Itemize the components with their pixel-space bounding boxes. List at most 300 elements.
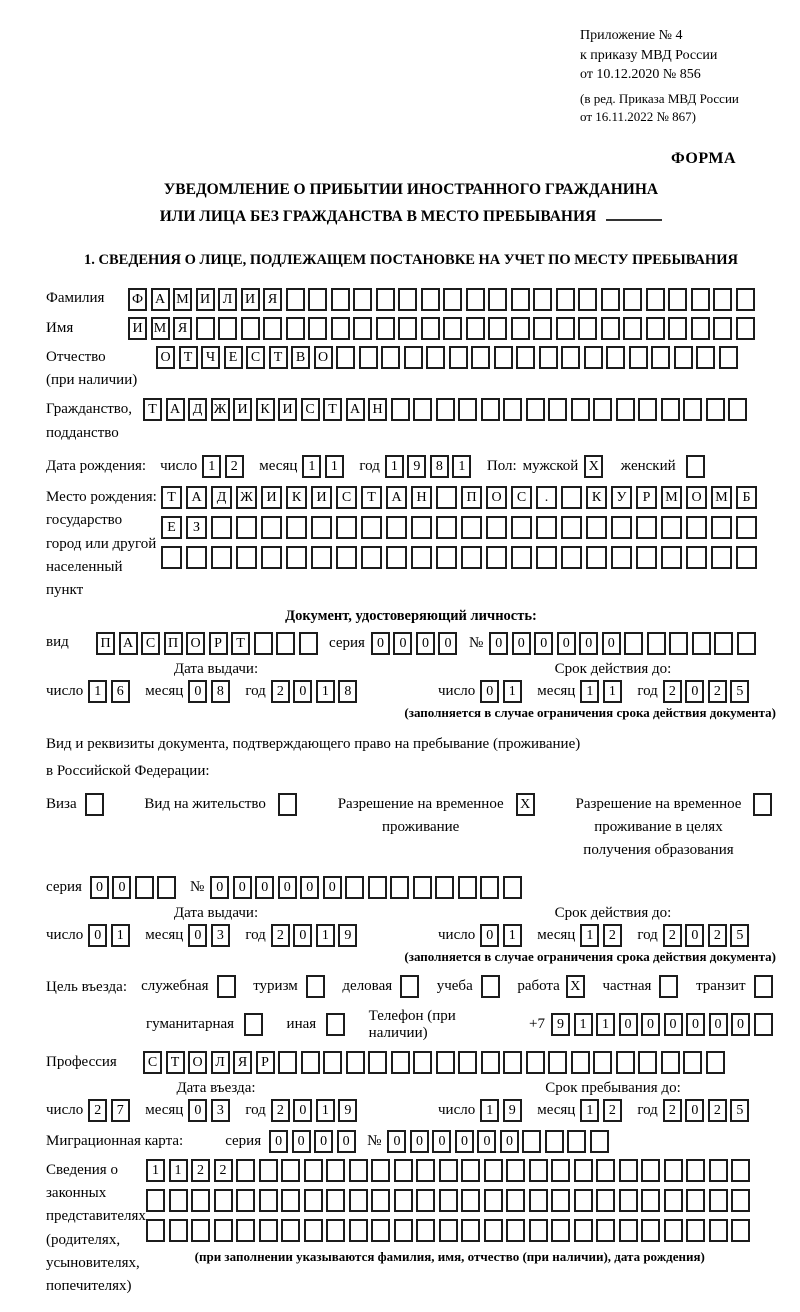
birth-year-cell[interactable]: 8 (430, 455, 449, 478)
patronymic-cell[interactable] (674, 346, 693, 369)
patronymic-cell[interactable]: Е (224, 346, 243, 369)
representatives-cell[interactable] (304, 1189, 323, 1212)
representatives-cell[interactable] (259, 1189, 278, 1212)
identity-valid-day-cell[interactable]: 0 (480, 680, 499, 703)
residence-valid-year-cell[interactable]: 2 (708, 924, 727, 947)
representatives-cell[interactable] (709, 1219, 728, 1242)
doc-type-cell[interactable]: Т (231, 632, 250, 655)
phone-digit-cell[interactable]: 0 (619, 1013, 638, 1036)
entry-year-cell[interactable]: 1 (316, 1099, 335, 1122)
representatives-cell[interactable]: 1 (169, 1159, 188, 1182)
citizenship-cell[interactable]: Т (323, 398, 342, 421)
migration-series-cell[interactable]: 0 (337, 1130, 356, 1153)
entry-month-cell[interactable]: 3 (211, 1099, 230, 1122)
citizenship-cell[interactable] (683, 398, 702, 421)
birth-place-cell[interactable] (736, 546, 757, 569)
birth-place-cell[interactable]: Д (211, 486, 232, 509)
citizenship-cell[interactable]: Т (143, 398, 162, 421)
representatives-cell[interactable] (281, 1219, 300, 1242)
birth-place-cell[interactable]: И (311, 486, 332, 509)
representatives-cell[interactable] (529, 1159, 548, 1182)
identity-issue-day-cell[interactable]: 6 (111, 680, 130, 703)
birth-place-cell[interactable]: . (536, 486, 557, 509)
name-cell[interactable] (556, 317, 575, 340)
representatives-cell[interactable] (394, 1159, 413, 1182)
patronymic-cell[interactable] (516, 346, 535, 369)
birth-place-cell[interactable] (286, 546, 307, 569)
representatives-cell[interactable] (574, 1159, 593, 1182)
birth-place-cell[interactable] (236, 546, 257, 569)
birth-place-cell[interactable]: И (261, 486, 282, 509)
representatives-cell[interactable] (146, 1189, 165, 1212)
representatives-cell[interactable] (259, 1219, 278, 1242)
migration-series-cell[interactable]: 0 (292, 1130, 311, 1153)
birth-month-cell[interactable]: 1 (325, 455, 344, 478)
patronymic-cell[interactable] (696, 346, 715, 369)
residence-number-cell[interactable] (435, 876, 454, 899)
birth-place-cell[interactable] (436, 486, 457, 509)
migration-number-cell[interactable] (545, 1130, 564, 1153)
patronymic-cell[interactable]: О (314, 346, 333, 369)
profession-cell[interactable]: Я (233, 1051, 252, 1074)
patronymic-cell[interactable] (584, 346, 603, 369)
birth-place-cell[interactable] (461, 516, 482, 539)
name-cell[interactable] (691, 317, 710, 340)
doc-type-cell[interactable] (254, 632, 273, 655)
residence-issue-day-cell[interactable]: 1 (111, 924, 130, 947)
birth-place-cell[interactable] (461, 546, 482, 569)
birth-place-cell[interactable]: М (711, 486, 732, 509)
patronymic-cell[interactable] (404, 346, 423, 369)
representatives-cell[interactable] (349, 1159, 368, 1182)
residence-permit-checkbox[interactable] (278, 793, 297, 816)
patronymic-cell[interactable] (651, 346, 670, 369)
representatives-cell[interactable] (281, 1189, 300, 1212)
birth-place-cell[interactable] (336, 546, 357, 569)
birth-place-cell[interactable] (711, 516, 732, 539)
surname-cell[interactable] (331, 288, 350, 311)
birth-place-cell[interactable]: С (336, 486, 357, 509)
birth-place-cell[interactable] (536, 516, 557, 539)
name-cell[interactable]: Я (173, 317, 192, 340)
birth-place-cell[interactable] (261, 516, 282, 539)
citizenship-cell[interactable] (638, 398, 657, 421)
birth-day-cell[interactable]: 1 (202, 455, 221, 478)
name-cell[interactable] (668, 317, 687, 340)
purpose-checkbox-turizm[interactable] (306, 975, 325, 998)
representatives-cell[interactable] (394, 1219, 413, 1242)
surname-cell[interactable] (398, 288, 417, 311)
profession-cell[interactable]: Т (166, 1051, 185, 1074)
name-cell[interactable] (646, 317, 665, 340)
representatives-cell[interactable] (664, 1219, 683, 1242)
representatives-cell[interactable]: 2 (191, 1159, 210, 1182)
residence-number-cell[interactable]: 0 (210, 876, 229, 899)
profession-cell[interactable] (368, 1051, 387, 1074)
stay-year-cell[interactable]: 5 (730, 1099, 749, 1122)
profession-cell[interactable] (301, 1051, 320, 1074)
birth-place-cell[interactable] (561, 546, 582, 569)
name-cell[interactable] (443, 317, 462, 340)
residence-valid-month-cell[interactable]: 1 (580, 924, 599, 947)
residence-number-cell[interactable] (480, 876, 499, 899)
name-cell[interactable] (601, 317, 620, 340)
doc-number-cell[interactable]: 0 (602, 632, 621, 655)
residence-issue-year-cell[interactable]: 0 (293, 924, 312, 947)
patronymic-cell[interactable]: О (156, 346, 175, 369)
purpose-checkbox-inaya[interactable] (326, 1013, 345, 1036)
representatives-cell[interactable] (596, 1159, 615, 1182)
identity-valid-year-cell[interactable]: 2 (663, 680, 682, 703)
doc-number-cell[interactable]: 0 (512, 632, 531, 655)
doc-number-cell[interactable]: 0 (489, 632, 508, 655)
patronymic-cell[interactable]: Ч (201, 346, 220, 369)
patronymic-cell[interactable]: С (246, 346, 265, 369)
patronymic-cell[interactable] (359, 346, 378, 369)
residence-issue-year-cell[interactable]: 9 (338, 924, 357, 947)
representatives-cell[interactable] (664, 1189, 683, 1212)
citizenship-cell[interactable] (436, 398, 455, 421)
profession-cell[interactable] (638, 1051, 657, 1074)
surname-cell[interactable] (533, 288, 552, 311)
identity-valid-day-cell[interactable]: 1 (503, 680, 522, 703)
visa-checkbox[interactable] (85, 793, 104, 816)
citizenship-cell[interactable] (458, 398, 477, 421)
representatives-cell[interactable] (304, 1159, 323, 1182)
profession-cell[interactable]: С (143, 1051, 162, 1074)
citizenship-cell[interactable]: Ж (211, 398, 230, 421)
birth-place-cell[interactable] (536, 546, 557, 569)
doc-type-cell[interactable]: О (186, 632, 205, 655)
profession-cell[interactable]: О (188, 1051, 207, 1074)
phone-digit-cell[interactable]: 0 (664, 1013, 683, 1036)
identity-valid-year-cell[interactable]: 0 (685, 680, 704, 703)
birth-place-cell[interactable] (661, 546, 682, 569)
birth-place-cell[interactable]: П (461, 486, 482, 509)
birth-place-cell[interactable] (561, 516, 582, 539)
surname-cell[interactable] (601, 288, 620, 311)
stay-year-cell[interactable]: 2 (663, 1099, 682, 1122)
citizenship-cell[interactable] (391, 398, 410, 421)
profession-cell[interactable] (278, 1051, 297, 1074)
representatives-cell[interactable] (304, 1219, 323, 1242)
surname-cell[interactable]: Ф (128, 288, 147, 311)
identity-issue-year-cell[interactable]: 1 (316, 680, 335, 703)
representatives-cell[interactable] (371, 1189, 390, 1212)
birth-place-cell[interactable] (411, 546, 432, 569)
phone-digit-cell[interactable]: 1 (596, 1013, 615, 1036)
birth-place-cell[interactable]: Б (736, 486, 757, 509)
representatives-cell[interactable] (686, 1189, 705, 1212)
patronymic-cell[interactable]: Т (269, 346, 288, 369)
representatives-cell[interactable] (731, 1159, 750, 1182)
stay-day-cell[interactable]: 1 (480, 1099, 499, 1122)
representatives-cell[interactable] (686, 1219, 705, 1242)
representatives-cell[interactable] (214, 1189, 233, 1212)
citizenship-cell[interactable] (548, 398, 567, 421)
surname-cell[interactable] (353, 288, 372, 311)
residence-valid-year-cell[interactable]: 2 (663, 924, 682, 947)
representatives-cell[interactable] (326, 1219, 345, 1242)
representatives-cell[interactable] (596, 1219, 615, 1242)
birth-place-cell[interactable]: У (611, 486, 632, 509)
profession-cell[interactable] (683, 1051, 702, 1074)
birth-place-cell[interactable] (436, 546, 457, 569)
doc-number-cell[interactable]: 0 (534, 632, 553, 655)
representatives-cell[interactable] (439, 1159, 458, 1182)
purpose-checkbox-tranzit[interactable] (754, 975, 773, 998)
patronymic-cell[interactable] (561, 346, 580, 369)
doc-series-cell[interactable]: 0 (438, 632, 457, 655)
birth-place-cell[interactable] (561, 486, 582, 509)
phone-digit-cell[interactable]: 0 (731, 1013, 750, 1036)
birth-place-cell[interactable]: С (511, 486, 532, 509)
birth-place-cell[interactable]: Н (411, 486, 432, 509)
birth-place-cell[interactable]: А (186, 486, 207, 509)
residence-valid-year-cell[interactable]: 5 (730, 924, 749, 947)
birth-day-cell[interactable]: 2 (225, 455, 244, 478)
birth-place-cell[interactable] (311, 516, 332, 539)
surname-cell[interactable] (488, 288, 507, 311)
surname-cell[interactable]: Л (218, 288, 237, 311)
representatives-cell[interactable] (506, 1159, 525, 1182)
profession-cell[interactable] (571, 1051, 590, 1074)
representatives-cell[interactable] (664, 1159, 683, 1182)
citizenship-cell[interactable] (616, 398, 635, 421)
stay-year-cell[interactable]: 2 (708, 1099, 727, 1122)
doc-number-cell[interactable] (647, 632, 666, 655)
doc-type-cell[interactable]: С (141, 632, 160, 655)
birth-place-cell[interactable] (511, 546, 532, 569)
name-cell[interactable] (263, 317, 282, 340)
residence-number-cell[interactable]: 0 (278, 876, 297, 899)
representatives-cell[interactable]: 1 (146, 1159, 165, 1182)
residence-issue-day-cell[interactable]: 0 (88, 924, 107, 947)
patronymic-cell[interactable] (719, 346, 738, 369)
doc-number-cell[interactable]: 0 (579, 632, 598, 655)
representatives-cell[interactable] (461, 1159, 480, 1182)
phone-digit-cell[interactable]: 0 (709, 1013, 728, 1036)
stay-day-cell[interactable]: 9 (503, 1099, 522, 1122)
birth-place-cell[interactable] (361, 516, 382, 539)
residence-issue-month-cell[interactable]: 0 (188, 924, 207, 947)
citizenship-cell[interactable] (728, 398, 747, 421)
representatives-cell[interactable] (686, 1159, 705, 1182)
entry-year-cell[interactable]: 0 (293, 1099, 312, 1122)
citizenship-cell[interactable] (706, 398, 725, 421)
citizenship-cell[interactable]: И (278, 398, 297, 421)
purpose-checkbox-gumanitarnaya[interactable] (244, 1013, 263, 1036)
birth-place-cell[interactable] (211, 546, 232, 569)
representatives-cell[interactable] (641, 1219, 660, 1242)
birth-place-cell[interactable] (261, 546, 282, 569)
doc-series-cell[interactable]: 0 (371, 632, 390, 655)
purpose-checkbox-ucheba[interactable] (481, 975, 500, 998)
birth-place-cell[interactable]: О (686, 486, 707, 509)
name-cell[interactable] (376, 317, 395, 340)
doc-number-cell[interactable] (669, 632, 688, 655)
birth-year-cell[interactable]: 1 (385, 455, 404, 478)
birth-place-cell[interactable] (686, 546, 707, 569)
name-cell[interactable] (533, 317, 552, 340)
representatives-cell[interactable] (326, 1189, 345, 1212)
representatives-cell[interactable] (326, 1159, 345, 1182)
name-cell[interactable] (578, 317, 597, 340)
doc-number-cell[interactable] (714, 632, 733, 655)
profession-cell[interactable] (661, 1051, 680, 1074)
residence-valid-month-cell[interactable]: 2 (603, 924, 622, 947)
representatives-cell[interactable] (506, 1189, 525, 1212)
profession-cell[interactable]: Л (211, 1051, 230, 1074)
name-cell[interactable] (331, 317, 350, 340)
name-cell[interactable] (241, 317, 260, 340)
birth-place-cell[interactable]: М (661, 486, 682, 509)
surname-cell[interactable]: И (196, 288, 215, 311)
birth-place-cell[interactable] (511, 516, 532, 539)
birth-place-cell[interactable]: К (586, 486, 607, 509)
migration-number-cell[interactable]: 0 (432, 1130, 451, 1153)
representatives-cell[interactable] (529, 1219, 548, 1242)
birth-place-cell[interactable] (336, 516, 357, 539)
citizenship-cell[interactable] (593, 398, 612, 421)
birth-month-cell[interactable]: 1 (302, 455, 321, 478)
identity-valid-month-cell[interactable]: 1 (580, 680, 599, 703)
representatives-cell[interactable] (461, 1189, 480, 1212)
entry-month-cell[interactable]: 0 (188, 1099, 207, 1122)
name-cell[interactable] (308, 317, 327, 340)
representatives-cell[interactable] (191, 1189, 210, 1212)
representatives-cell[interactable] (484, 1159, 503, 1182)
representatives-cell[interactable] (484, 1189, 503, 1212)
patronymic-cell[interactable] (336, 346, 355, 369)
migration-series-cell[interactable]: 0 (269, 1130, 288, 1153)
birth-year-cell[interactable]: 9 (407, 455, 426, 478)
residence-number-cell[interactable] (503, 876, 522, 899)
representatives-cell[interactable] (169, 1189, 188, 1212)
doc-number-cell[interactable] (692, 632, 711, 655)
doc-number-cell[interactable] (737, 632, 756, 655)
birth-place-cell[interactable] (586, 546, 607, 569)
surname-cell[interactable] (511, 288, 530, 311)
doc-type-cell[interactable]: П (96, 632, 115, 655)
representatives-cell[interactable] (191, 1219, 210, 1242)
purpose-checkbox-delovaya[interactable] (400, 975, 419, 998)
representatives-cell[interactable] (619, 1189, 638, 1212)
profession-cell[interactable] (323, 1051, 342, 1074)
representatives-cell[interactable] (551, 1189, 570, 1212)
representatives-cell[interactable] (259, 1159, 278, 1182)
migration-number-cell[interactable] (590, 1130, 609, 1153)
birth-place-cell[interactable] (411, 516, 432, 539)
residence-issue-year-cell[interactable]: 2 (271, 924, 290, 947)
name-cell[interactable] (736, 317, 755, 340)
representatives-cell[interactable] (236, 1189, 255, 1212)
birth-place-cell[interactable] (186, 546, 207, 569)
citizenship-cell[interactable]: К (256, 398, 275, 421)
surname-cell[interactable] (578, 288, 597, 311)
surname-cell[interactable] (691, 288, 710, 311)
phone-digit-cell[interactable]: 0 (641, 1013, 660, 1036)
residence-number-cell[interactable] (345, 876, 364, 899)
representatives-cell[interactable] (731, 1189, 750, 1212)
migration-number-cell[interactable]: 0 (387, 1130, 406, 1153)
name-cell[interactable] (398, 317, 417, 340)
residence-series-cell[interactable] (135, 876, 154, 899)
name-cell[interactable] (286, 317, 305, 340)
surname-cell[interactable] (556, 288, 575, 311)
birth-place-cell[interactable] (486, 546, 507, 569)
representatives-cell[interactable] (371, 1219, 390, 1242)
representatives-cell[interactable]: 2 (214, 1159, 233, 1182)
profession-cell[interactable] (481, 1051, 500, 1074)
name-cell[interactable] (421, 317, 440, 340)
birth-place-cell[interactable] (361, 546, 382, 569)
patronymic-cell[interactable] (426, 346, 445, 369)
doc-number-cell[interactable]: 0 (557, 632, 576, 655)
gender-female-checkbox[interactable] (686, 455, 705, 478)
birth-place-cell[interactable] (711, 546, 732, 569)
residence-number-cell[interactable] (413, 876, 432, 899)
stay-month-cell[interactable]: 2 (603, 1099, 622, 1122)
profession-cell[interactable] (458, 1051, 477, 1074)
representatives-cell[interactable] (146, 1219, 165, 1242)
name-cell[interactable] (466, 317, 485, 340)
birth-place-cell[interactable] (386, 546, 407, 569)
representatives-cell[interactable] (641, 1159, 660, 1182)
name-cell[interactable] (218, 317, 237, 340)
identity-issue-day-cell[interactable]: 1 (88, 680, 107, 703)
representatives-cell[interactable] (551, 1219, 570, 1242)
birth-place-cell[interactable] (486, 516, 507, 539)
patronymic-cell[interactable] (539, 346, 558, 369)
surname-cell[interactable] (713, 288, 732, 311)
citizenship-cell[interactable] (661, 398, 680, 421)
surname-cell[interactable]: А (151, 288, 170, 311)
migration-number-cell[interactable]: 0 (500, 1130, 519, 1153)
residence-issue-month-cell[interactable]: 3 (211, 924, 230, 947)
representatives-cell[interactable] (596, 1189, 615, 1212)
profession-cell[interactable] (413, 1051, 432, 1074)
patronymic-cell[interactable] (606, 346, 625, 369)
citizenship-cell[interactable] (526, 398, 545, 421)
representatives-cell[interactable] (461, 1219, 480, 1242)
representatives-cell[interactable] (371, 1159, 390, 1182)
profession-cell[interactable] (548, 1051, 567, 1074)
doc-type-cell[interactable] (276, 632, 295, 655)
birth-place-cell[interactable] (636, 516, 657, 539)
patronymic-cell[interactable] (449, 346, 468, 369)
surname-cell[interactable] (623, 288, 642, 311)
birth-place-cell[interactable]: Р (636, 486, 657, 509)
representatives-cell[interactable] (506, 1219, 525, 1242)
profession-cell[interactable] (346, 1051, 365, 1074)
birth-place-cell[interactable]: А (386, 486, 407, 509)
representatives-cell[interactable] (416, 1219, 435, 1242)
citizenship-cell[interactable]: И (233, 398, 252, 421)
name-cell[interactable]: И (128, 317, 147, 340)
citizenship-cell[interactable] (571, 398, 590, 421)
birth-place-cell[interactable] (611, 516, 632, 539)
surname-cell[interactable]: Я (263, 288, 282, 311)
doc-series-cell[interactable]: 0 (393, 632, 412, 655)
citizenship-cell[interactable] (503, 398, 522, 421)
citizenship-cell[interactable]: А (166, 398, 185, 421)
patronymic-cell[interactable] (381, 346, 400, 369)
representatives-cell[interactable] (619, 1219, 638, 1242)
identity-issue-month-cell[interactable]: 0 (188, 680, 207, 703)
identity-issue-year-cell[interactable]: 2 (271, 680, 290, 703)
representatives-cell[interactable] (439, 1219, 458, 1242)
